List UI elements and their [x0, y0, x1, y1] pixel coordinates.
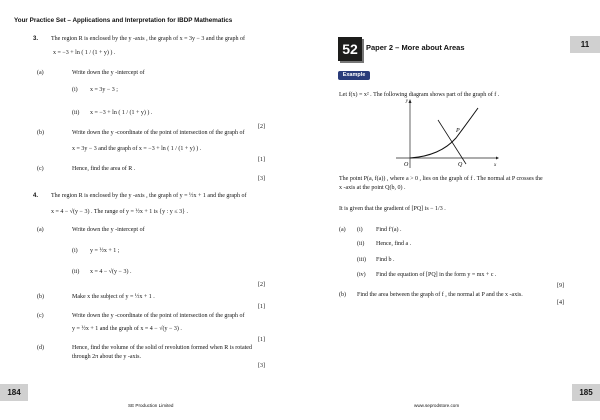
q4-a-ii-label: (ii): [72, 269, 80, 275]
ex-a-iii-text: Find b .: [376, 257, 395, 263]
q4-a-i-text: y = ½x + 1 ;: [90, 248, 120, 254]
q4-intro: The region R is enclosed by the y -axis , the graph of y = ½x + 1 and the graph of: [51, 193, 247, 199]
parabola-curve: [410, 108, 478, 158]
example-gradient: It is given that the gradient of [PQ] is − 1/3 .: [339, 206, 446, 212]
q3-b-text2: x = 3y − 3 and the graph of x = −3 + ln ( 1 / (1 + y) ) .: [72, 146, 202, 152]
q4-number: 4.: [33, 193, 39, 199]
example-label: Example: [338, 71, 370, 80]
ex-a-ii-label: (ii): [357, 241, 365, 247]
q4-b-text: Make x the subject of y = ½x + 1 .: [72, 294, 155, 300]
q4-a-marks: [2]: [258, 282, 265, 288]
publisher-text: SE Production Limited: [128, 403, 174, 408]
q4-d-marks: [3]: [258, 363, 265, 369]
q3-a-ii-text: x = −3 + ln ( 1 / (1 + y) ) .: [90, 110, 153, 116]
q4-b-marks: [1]: [258, 304, 265, 310]
chapter-title: Paper 2 – More about Areas: [366, 43, 465, 52]
x-axis-arrow: [496, 157, 499, 160]
q4-c-text1: Write down the y -coordinate of the point of intersection of the graph of: [72, 313, 245, 319]
y-axis-arrow: [409, 99, 412, 103]
q3-b-text1: Write down the y -coordinate of the point of intersection of the graph of: [72, 130, 245, 136]
y-axis-label: y: [405, 99, 408, 104]
ex-b-label: (b): [339, 292, 346, 298]
q3-number: 3.: [33, 36, 39, 42]
ex-a-marks: [9]: [557, 283, 564, 289]
q4-a-i-label: (i): [72, 248, 78, 254]
right-page-number: 185: [572, 384, 600, 401]
q4-d-text2: through 2π about the y -axis.: [72, 354, 142, 360]
example-text2: x -axis at the point Q(b, 0) .: [339, 185, 406, 191]
q3-intro: The region R is enclosed by the y -axis , the graph of x = 3y − 3 and the graph of: [51, 36, 246, 42]
q3-equation: x = −3 + ln ( 1 / (1 + y) ) .: [53, 50, 116, 56]
q3-a-i-text: x = 3y − 3 ;: [90, 87, 118, 93]
point-q-label: Q: [458, 162, 463, 168]
example-text1: The point P(a, f(a)) , where a > 0 , lies on the graph of f . The normal at P crosses the: [339, 176, 543, 182]
page-header-title: Your Practice Set – Applications and Interpretation for IBDP Mathematics: [14, 17, 233, 24]
x-axis-label: x: [494, 163, 497, 168]
left-page-number: 184: [0, 384, 28, 401]
q4-a-label: (a): [37, 227, 44, 233]
chapter-number-badge: 52: [338, 37, 362, 61]
ex-a-ii-text: Hence, find a .: [376, 241, 412, 247]
q4-b-label: (b): [37, 294, 44, 300]
q3-b-marks: [1]: [258, 157, 265, 163]
ex-a-i-text: Find f′(a) .: [376, 227, 402, 233]
q4-d-label: (d): [37, 345, 44, 351]
chapter-tab: 11: [570, 36, 600, 53]
q4-d-text1: Hence, find the volume of the solid of revolution formed when R is rotated: [72, 345, 252, 351]
q4-c-marks: [1]: [258, 337, 265, 343]
normal-line: [438, 120, 466, 164]
ex-a-iii-label: (iii): [357, 257, 366, 263]
q3-a-ii-label: (ii): [72, 110, 80, 116]
q3-a-i-label: (i): [72, 87, 78, 93]
q3-c-label: (c): [37, 166, 44, 172]
parabola-diagram: [390, 96, 500, 172]
ex-b-marks: [4]: [557, 300, 564, 306]
point-p-label: P: [456, 128, 460, 134]
ex-a-iv-text: Find the equation of [PQ] in the form y = mx + c .: [376, 272, 497, 278]
ex-a-label: (a): [339, 227, 346, 233]
origin-label: O: [404, 162, 409, 168]
q3-a-text: Write down the y -intercept of: [72, 70, 145, 76]
q3-a-label: (a): [37, 70, 44, 76]
q3-c-marks: [3]: [258, 176, 265, 182]
ex-a-iv-label: (iv): [357, 272, 366, 278]
q4-c-label: (c): [37, 313, 44, 319]
q4-intro2: x = 4 − √(y − 3) . The range of y = ½x + 1 is {y : y ≤ 3} .: [51, 209, 188, 215]
q4-a-ii-text: x = 4 − √(y − 3) .: [90, 269, 132, 275]
q4-c-text2: y = ½x + 1 and the graph of x = 4 − √(y − 3) .: [72, 326, 182, 332]
website-text: www.seprodstore.com: [414, 403, 460, 408]
ex-a-i-label: (i): [357, 227, 363, 233]
q3-a-marks: [2]: [258, 124, 265, 130]
example-intro: Let f(x) = x² . The following diagram shows part of the graph of f .: [339, 92, 500, 98]
q3-b-label: (b): [37, 130, 44, 136]
q4-a-text: Write down the y -intercept of: [72, 227, 145, 233]
q3-c-text: Hence, find the area of R .: [72, 166, 136, 172]
ex-b-text: Find the area between the graph of f , the normal at P and the x -axis.: [357, 292, 523, 298]
